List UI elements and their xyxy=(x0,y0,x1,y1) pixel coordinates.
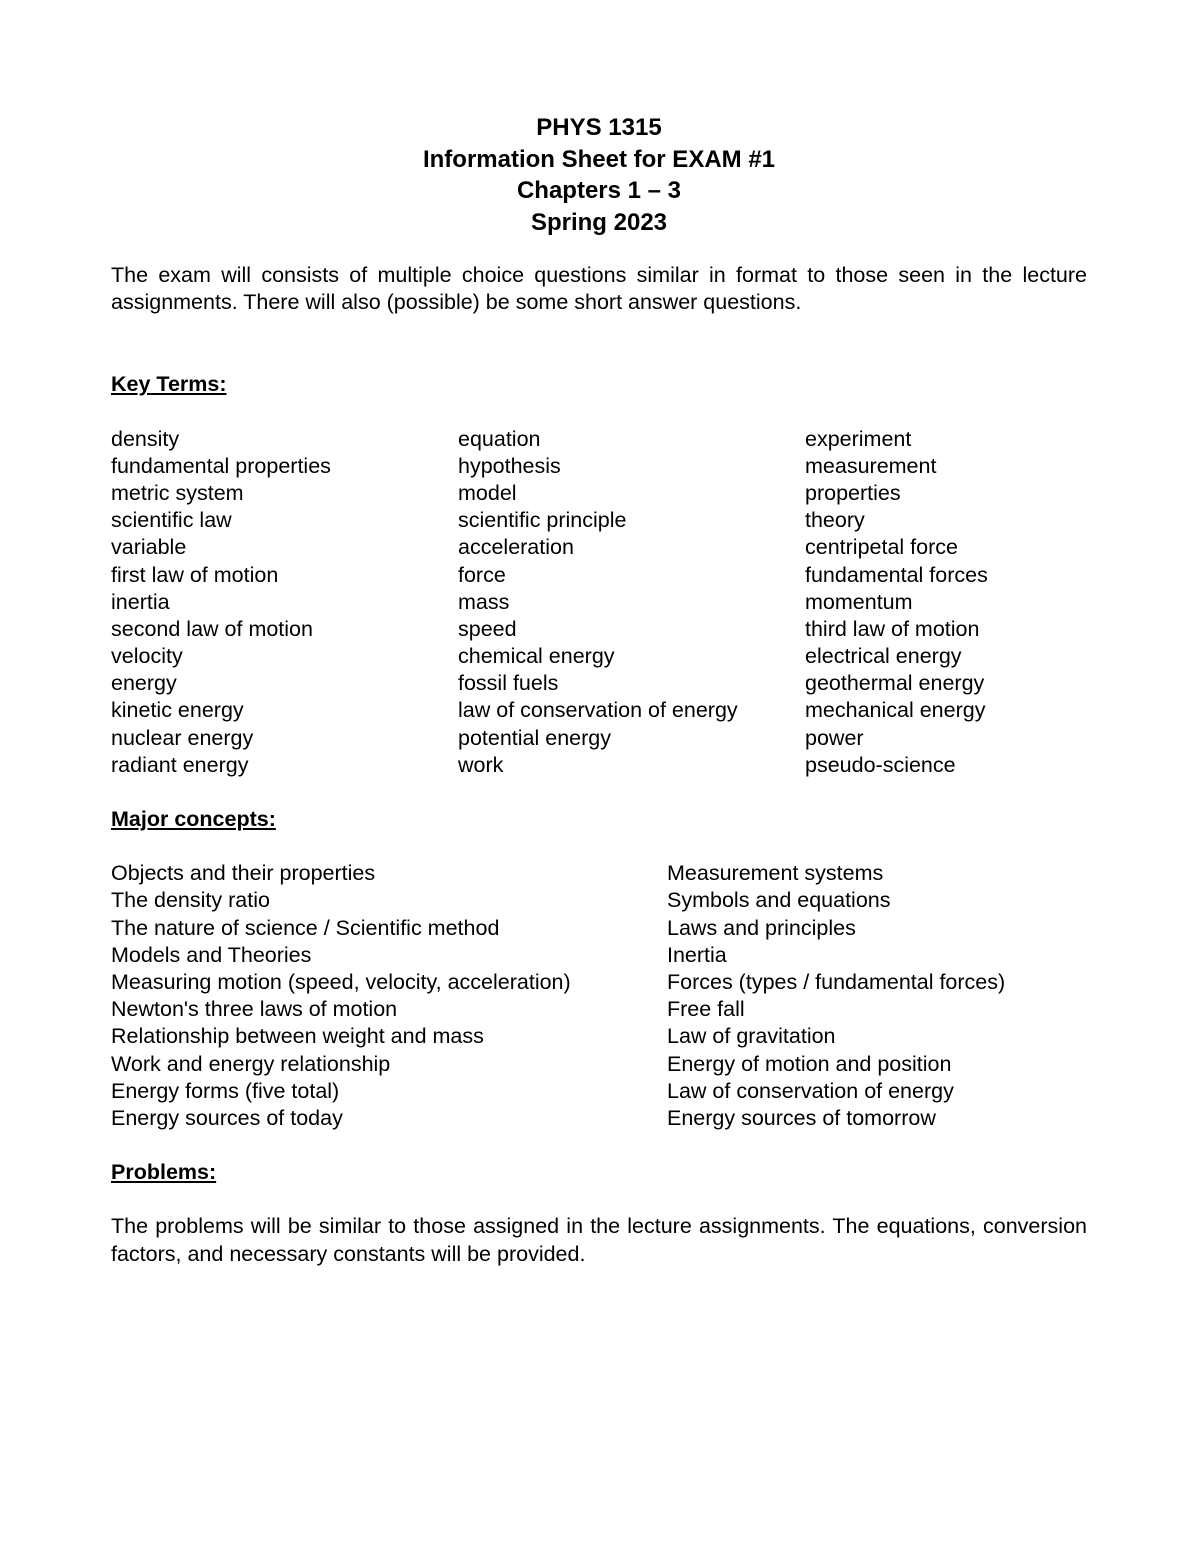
key-term-item: properties xyxy=(805,480,901,505)
key-term-item: scientific principle xyxy=(458,508,627,533)
key-terms-heading: Key Terms: xyxy=(111,372,227,397)
key-term-item: energy xyxy=(111,671,177,696)
key-term-item: speed xyxy=(458,616,517,641)
major-concept-item: The nature of science / Scientific method xyxy=(111,915,500,940)
key-term-item: chemical energy xyxy=(458,644,615,669)
key-term-item: model xyxy=(458,480,517,505)
key-term-item: metric system xyxy=(111,480,244,505)
major-concept-item: Models and Theories xyxy=(111,942,312,967)
major-concept-item: Measurement systems xyxy=(667,861,884,886)
major-concept-item: Objects and their properties xyxy=(111,861,376,886)
document-title: Information Sheet for EXAM #1 xyxy=(422,145,776,173)
key-term-item: electrical energy xyxy=(805,644,962,669)
major-concept-item: The density ratio xyxy=(111,888,270,913)
term-line: Spring 2023 xyxy=(530,208,668,236)
key-term-item: variable xyxy=(111,535,187,560)
major-concept-item: Law of conservation of energy xyxy=(667,1078,954,1103)
major-concept-item: Relationship between weight and mass xyxy=(111,1024,484,1049)
major-concept-item: Symbols and equations xyxy=(667,888,891,913)
major-concept-item: Inertia xyxy=(667,942,727,967)
key-term-item: scientific law xyxy=(111,508,232,533)
key-term-item: measurement xyxy=(805,453,937,478)
key-term-item: law of conservation of energy xyxy=(458,698,738,723)
major-concept-item: Energy sources of tomorrow xyxy=(667,1105,936,1130)
key-term-item: momentum xyxy=(805,589,913,614)
key-term-item: radiant energy xyxy=(111,752,249,777)
key-term-item: mechanical energy xyxy=(805,698,986,723)
problems-heading: Problems: xyxy=(111,1160,217,1185)
problems-paragraph: The problems will be similar to those assigned in the lecture assignments. The equations, conversion factors, and necessary constants will be provided. xyxy=(111,1214,1087,1266)
key-term-item: third law of motion xyxy=(805,616,980,641)
key-terms-list xyxy=(111,426,1087,779)
key-term-item: experiment xyxy=(805,426,912,451)
key-term-item: kinetic energy xyxy=(111,698,244,723)
major-concept-item: Forces (types / fundamental forces) xyxy=(667,970,1006,994)
key-term-item: theory xyxy=(805,508,865,533)
major-concept-item: Measuring motion (speed, velocity, acceleration) xyxy=(111,970,571,994)
major-concept-item: Free fall xyxy=(667,997,745,1022)
document-page xyxy=(111,112,1087,1268)
intro-paragraph: The exam will consists of multiple choice questions similar in format to those seen in the lecture assignments. There will also (possible) be some short answer questions. xyxy=(111,263,1087,315)
key-term-item: acceleration xyxy=(458,535,574,560)
key-term-item: mass xyxy=(458,589,510,614)
key-term-item: hypothesis xyxy=(458,453,561,478)
key-term-item: velocity xyxy=(111,644,183,669)
key-term-item: equation xyxy=(458,426,541,451)
key-term-item: inertia xyxy=(111,589,170,614)
key-term-item: pseudo-science xyxy=(805,752,956,777)
major-concept-item: Energy forms (five total) xyxy=(111,1078,340,1103)
major-concept-item: Newton's three laws of motion xyxy=(111,997,398,1022)
key-term-item: fossil fuels xyxy=(458,671,559,696)
course-code: PHYS 1315 xyxy=(536,114,662,141)
major-concept-item: Laws and principles xyxy=(667,915,856,940)
major-concept-item: Energy sources of today xyxy=(111,1105,343,1130)
major-concept-item: Work and energy relationship xyxy=(111,1051,391,1076)
key-term-item: second law of motion xyxy=(111,616,313,641)
key-term-item: fundamental properties xyxy=(111,453,331,478)
key-term-item: centripetal force xyxy=(805,535,958,560)
key-term-item: fundamental forces xyxy=(805,562,988,587)
key-term-item: potential energy xyxy=(458,725,611,750)
key-term-item: first law of motion xyxy=(111,562,279,587)
chapters-line: Chapters 1 – 3 xyxy=(516,177,682,204)
key-term-item: nuclear energy xyxy=(111,725,254,750)
major-concepts-heading: Major concepts: xyxy=(111,807,276,832)
key-term-item: force xyxy=(458,562,506,587)
major-concepts-list xyxy=(111,860,1087,1132)
key-term-item: density xyxy=(111,426,180,451)
key-term-item: work xyxy=(458,752,504,777)
key-term-item: geothermal energy xyxy=(805,671,985,696)
major-concept-item: Law of gravitation xyxy=(667,1024,836,1049)
major-concept-item: Energy of motion and position xyxy=(667,1051,952,1076)
document-header xyxy=(111,112,1087,238)
key-term-item: power xyxy=(805,725,864,750)
